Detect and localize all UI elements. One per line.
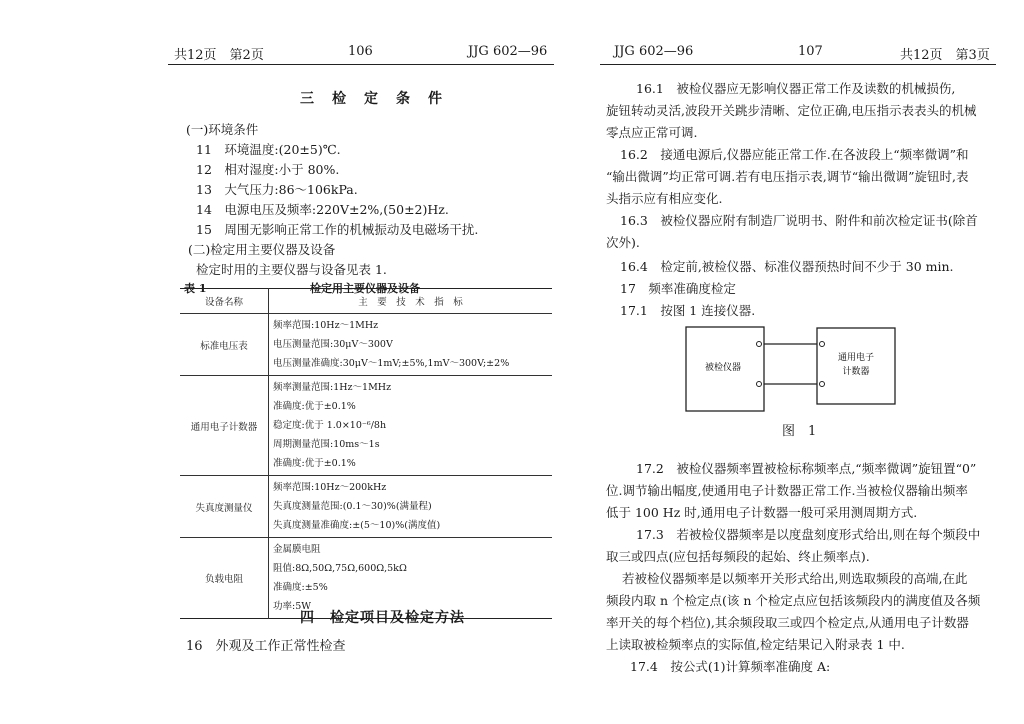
- equipment-specs: [269, 376, 553, 476]
- spec-line: 准确度:优于±0.1%: [273, 401, 356, 412]
- terminal-icon: [757, 342, 762, 347]
- body-line: 17.3 若被检仪器频率是以度盘刻度形式给出,则在每个频段中: [636, 527, 981, 542]
- table-row: [180, 314, 552, 376]
- env-item: 12 相对湿度:小于 80%.: [196, 162, 340, 177]
- equipment-name: 标准电压表: [180, 314, 269, 376]
- spec-line: 阻值:8Ω,50Ω,75Ω,600Ω,5kΩ: [273, 563, 407, 574]
- spec-line: 周期测量范围:10ms～1s: [273, 439, 380, 450]
- right-header-page-number: 107: [798, 44, 823, 59]
- spec-line: 失真度测量范围:(0.1～30)%(满量程): [273, 501, 432, 512]
- right-header-standard-code: JJG 602—96: [614, 44, 694, 59]
- spec-line: 失真度测量准确度:±(5～10)%(满度值): [273, 520, 441, 531]
- body-line: 频段内取 n 个检定点(该 n 个检定点应包括该频段内的满度值及各频: [606, 593, 981, 608]
- spec-line: 准确度:优于±0.1%: [273, 458, 356, 469]
- equipment-name: 通用电子计数器: [180, 376, 269, 476]
- item16-heading: 16 外观及工作正常性检查: [186, 639, 346, 654]
- body-line: 若被检仪器频率是以频率开关形式给出,则选取频段的高端,在此: [622, 571, 968, 586]
- terminal-icon: [820, 342, 825, 347]
- equipment-name: 负载电阻: [180, 538, 269, 619]
- body-line: 率开关的每个档位),其余频段取三或四个检定点,从通用电子计数器: [606, 615, 969, 630]
- equipment-name: 失真度测量仪: [180, 476, 269, 538]
- section4-title: 四 检定项目及检定方法: [300, 610, 465, 626]
- body-line: 上读取被检频率点的实际值,检定结果记入附录表 1 中.: [606, 637, 905, 652]
- right-header-rule: [600, 64, 996, 65]
- left-header-standard-code: JJG 602—96: [468, 44, 548, 59]
- equipment-table: [180, 288, 552, 619]
- body-line: 头指示应有相应变化.: [606, 191, 723, 206]
- table-row: [180, 376, 552, 476]
- spec-line: 电压测量准确度:30μV～1mV;±5%,1mV～300V;±2%: [273, 358, 510, 369]
- env-item: 11 环境温度:(20±5)℃.: [196, 142, 341, 157]
- env-item: 13 大气压力:86～106kPa.: [196, 182, 358, 197]
- table-header-name: 设备名称: [180, 289, 269, 314]
- body-line: 16.3 被检仪器应附有制造厂说明书、附件和前次检定证书(除首: [620, 213, 978, 228]
- counter-label-line2: 计数器: [842, 367, 870, 377]
- body-line: 17.2 被检仪器频率置被检标称频率点,“频率微调”旋钮置“0”: [636, 461, 977, 476]
- table-header-specs: 主 要 技 术 指 标: [269, 289, 553, 314]
- spec-line: 准确度:±5%: [273, 582, 328, 593]
- body-line: 次外).: [606, 235, 640, 250]
- spec-line: 稳定度:优于 1.0×10⁻⁶/8h: [273, 420, 387, 431]
- env-heading: (一)环境条件: [186, 122, 259, 137]
- spec-line: 金属膜电阻: [273, 544, 321, 555]
- left-header-pages: 共12页 第2页: [174, 48, 264, 63]
- body-line: “输出微调”均正常可调.若有电压指示表,调节“输出微调”旋钮时,表: [606, 169, 969, 184]
- section3-title: 三 检 定 条 件: [300, 91, 444, 107]
- body-line: 零点应正常可调.: [606, 125, 698, 140]
- env-item: 14 电源电压及频率:220V±2%,(50±2)Hz.: [196, 202, 449, 217]
- body-line: 16.1 被检仪器应无影响仪器正常工作及读数的机械损伤,: [636, 81, 956, 96]
- equipment-specs: [269, 476, 553, 538]
- connection-diagram: [685, 326, 921, 412]
- table-row: [180, 476, 552, 538]
- terminal-icon: [757, 382, 762, 387]
- body-line: 取三或四点(应包括每频段的起始、终止频率点).: [606, 549, 870, 564]
- device-under-test-label: 被检仪器: [704, 363, 742, 373]
- spec-line: 频率测量范围:1Hz～1MHz: [273, 382, 392, 393]
- spec-line: 电压测量范围:30μV～300V: [273, 339, 393, 350]
- body-line: 17.4 按公式(1)计算频率准确度 A:: [630, 659, 831, 674]
- counter-box: [817, 328, 895, 404]
- counter-label-line1: 通用电子: [837, 353, 875, 363]
- table-header-row: [180, 289, 552, 314]
- left-header-page-number: 106: [348, 44, 373, 59]
- left-header-rule: [168, 64, 554, 65]
- body-line: 低于 100 Hz 时,通用电子计数器一般可采用测周期方式.: [606, 505, 918, 520]
- spec-line: 频率范围:10Hz～200kHz: [273, 482, 387, 493]
- body-line: 16.4 检定前,被检仪器、标准仪器预热时间不少于 30 min.: [620, 259, 954, 274]
- equipment-specs: [269, 314, 553, 376]
- figure-caption: 图 1: [782, 424, 817, 439]
- table-title: 检定用主要仪器及设备: [310, 282, 420, 295]
- equip-heading: (二)检定用主要仪器及设备: [188, 242, 336, 257]
- body-line: 17.1 按图 1 连接仪器.: [620, 303, 756, 318]
- body-line: 17 频率准确度检定: [620, 281, 736, 296]
- spec-line: 功率:5W: [273, 601, 312, 612]
- equip-intro: 检定时用的主要仪器与设备见表 1.: [196, 262, 387, 277]
- body-line: 位.调节输出幅度,使通用电子计数器正常工作.当被检仪器输出频率: [606, 483, 968, 498]
- body-line: 旋钮转动灵活,波段开关跳步清晰、定位正确,电压指示表表头的机械: [606, 103, 977, 118]
- spec-line: 频率范围:10Hz～1MHz: [273, 320, 379, 331]
- table-label: 表 1: [184, 282, 207, 295]
- right-header-pages: 共12页 第3页: [900, 48, 990, 63]
- body-line: 16.2 接通电源后,仪器应能正常工作.在各波段上“频率微调”和: [620, 147, 969, 162]
- env-item: 15 周围无影响正常工作的机械振动及电磁场干扰.: [196, 222, 479, 237]
- terminal-icon: [820, 382, 825, 387]
